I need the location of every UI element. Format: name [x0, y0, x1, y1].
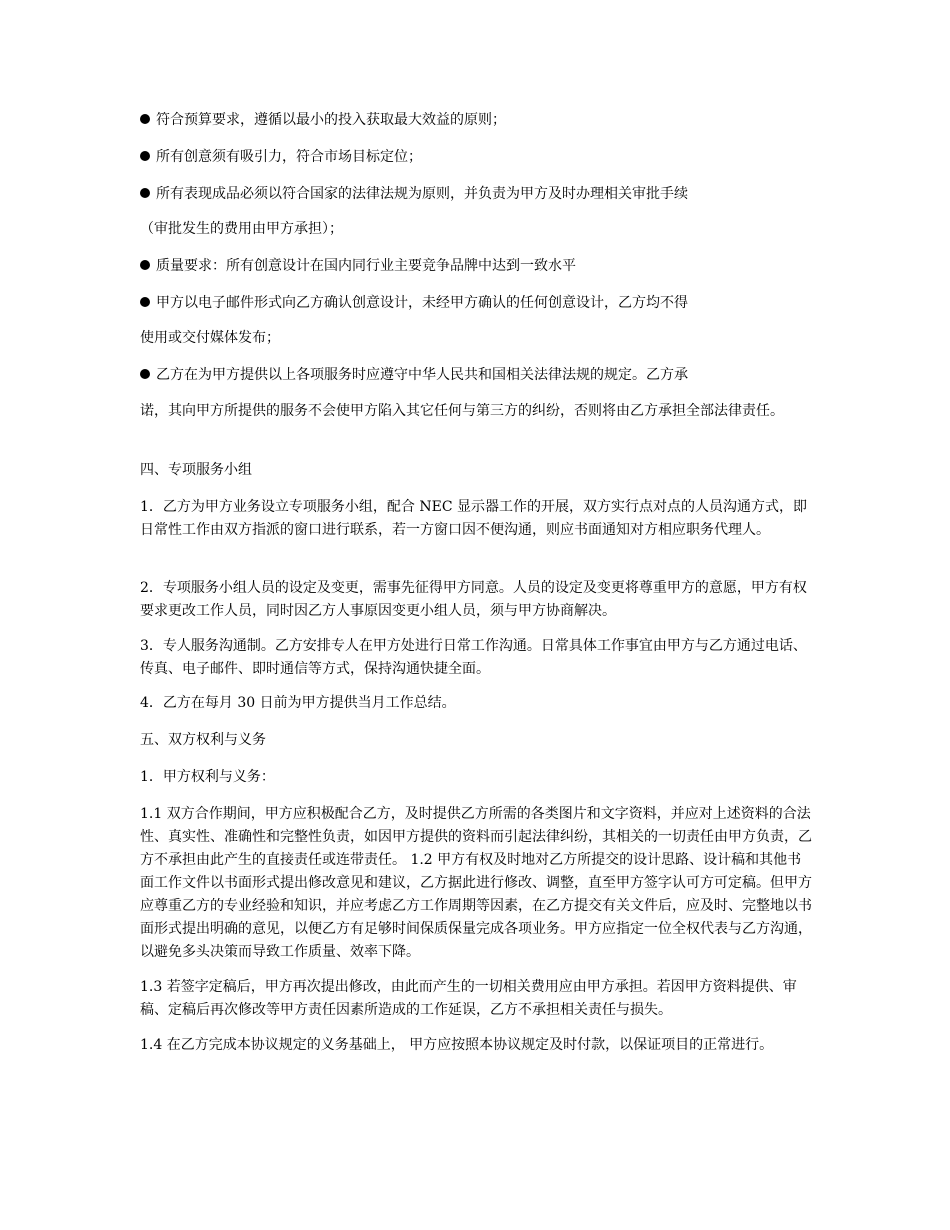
bullet-text: 乙方在为甲方提供以上各项服务时应遵守中华人民共和国相关法律法规的规定。乙方承	[156, 367, 688, 383]
bullet-text: 所有创意须有吸引力，符合市场目标定位；	[156, 149, 422, 165]
bullet-text: 质量要求：所有创意设计在国内同行业主要竞争品牌中达到一致水平	[156, 258, 576, 274]
continuation-text: （审批发生的费用由甲方承担）；	[140, 221, 343, 237]
bullet-dot-icon	[140, 260, 150, 270]
paragraph: 3．专人服务沟通制。乙方安排专人在甲方处进行日常工作沟通。日常具体工作事宜由甲方与乙方通过电话、传真、电子邮件、即时通信等方式，保持沟通快捷全面。	[140, 638, 807, 677]
bullet-item	[140, 109, 812, 132]
continuation-text: 使用或交付媒体发布；	[140, 330, 280, 346]
bullet-dot-icon	[140, 188, 150, 198]
bullet-item	[140, 255, 812, 278]
paragraph: 2．专项服务小组人员的设定及变更，需事先征得甲方同意。人员的设定及变更将尊重甲方的意愿，甲方有权要求更改工作人员，同时因乙方人事原因变更小组人员，须与甲方协商解决。	[140, 580, 807, 619]
bullet-text: 符合预算要求，遵循以最小的投入获取最大效益的原则；	[156, 112, 506, 128]
section-heading: 五、双方权利与义务	[140, 732, 266, 748]
paragraph: 4．乙方在每月 30 日前为甲方提供当月工作总结。	[140, 695, 456, 711]
paragraph: 1.4 在乙方完成本协议规定的义务基础上， 甲方应按照本协议规定及时付款，以保证项目的正常进行。	[140, 1037, 774, 1053]
paragraph: 1．乙方为甲方业务设立专项服务小组，配合 NEC 显示器工作的开展，双方实行点对点的人员沟通方式，即日常性工作由双方指派的窗口进行联系，若一方窗口因不便沟通，则应书面通知对方相应职务代理人。	[140, 499, 807, 538]
bullet-item	[140, 364, 812, 387]
bullet-dot-icon	[140, 297, 150, 307]
bullet-dot-icon	[140, 151, 150, 161]
section-heading: 四、专项服务小组	[140, 462, 252, 478]
paragraph: 1.3 若签字定稿后，甲方再次提出修改，由此而产生的一切相关费用应由甲方承担。若因甲方资料提供、审稿、定稿后再次修改等甲方责任因素所造成的工作延误，乙方不承担相关责任与损失。	[140, 979, 797, 1018]
bullet-text: 甲方以电子邮件形式向乙方确认创意设计，未经甲方确认的任何创意设计，乙方均不得	[156, 295, 688, 311]
bullet-item	[140, 292, 812, 315]
subsection-heading: 1．甲方权利与义务：	[140, 769, 275, 785]
continuation-text: 诺，其向甲方所提供的服务不会使甲方陷入其它任何与第三方的纠纷，否则将由乙方承担全部法律责任。	[140, 403, 784, 419]
bullet-dot-icon	[140, 114, 150, 124]
bullet-text: 所有表现成品必须以符合国家的法律法规为原则，并负责为甲方及时办理相关审批手续	[156, 186, 688, 202]
bullet-item	[140, 146, 812, 169]
bullet-dot-icon	[140, 369, 150, 379]
bullet-item	[140, 183, 812, 206]
paragraph: 1.1 双方合作期间，甲方应积极配合乙方，及时提供乙方所需的各类图片和文字资料，并应对上述资料的合法性、真实性、准确性和完整性负责，如因甲方提供的资料而引起法律纠纷，其相关的一切责任由甲方负责，乙方不承担由此产生的直接责任或连带责任。 1.2 甲方有权及时地对乙方所提交的设计思路、设计稿和其他书面工作文件以书面形式提出修改意见和建议，乙方据此进行修改、调整，直至甲方签字认可方可定稿。但甲方应尊重乙方的专业经验和知识，并应考虑乙方工作周期等因素，在乙方提交有关文件后，应及时、完整地以书面形式提出明确的意见，以便乙方有足够时间保质保量完成各项业务。甲方应指定一位全权代表与乙方沟通，以避免多头决策而导致工作质量、效率下降。	[140, 806, 812, 960]
